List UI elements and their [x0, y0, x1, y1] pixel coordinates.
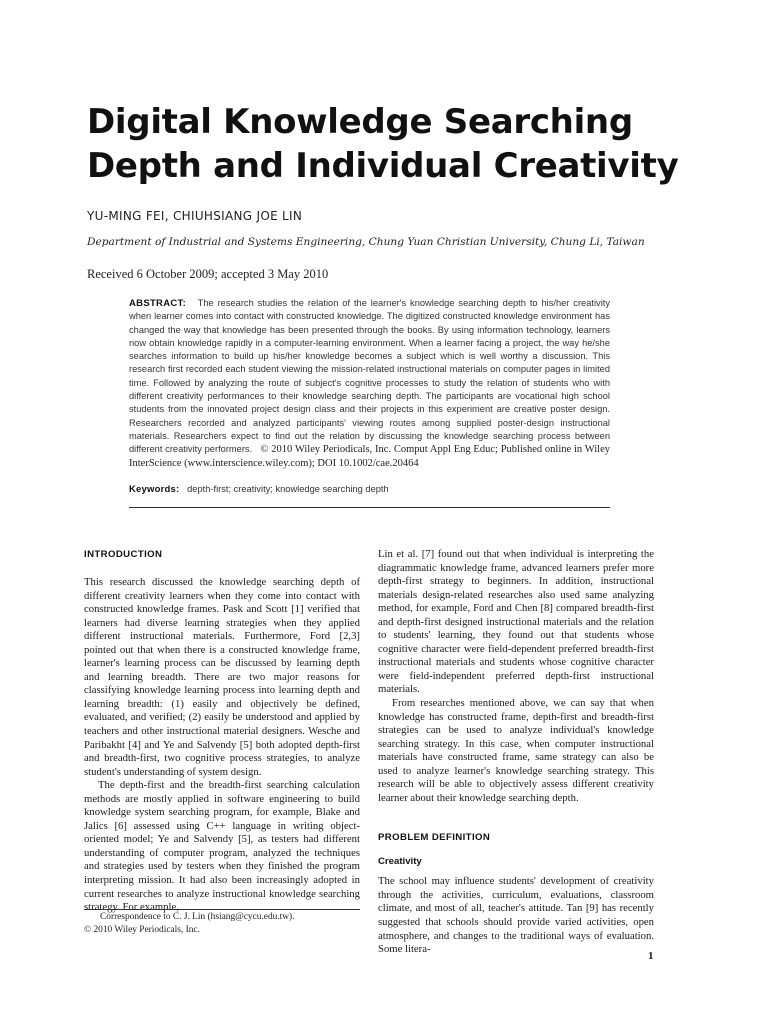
subsection-heading-creativity: Creativity [378, 856, 422, 868]
abstract-label: ABSTRACT: [129, 298, 187, 309]
affiliation: Department of Industrial and Systems Engineering, Chung Yuan Christian University, Chung Li, Taiwan [87, 236, 645, 248]
keywords [129, 484, 389, 495]
section-heading-introduction: INTRODUCTION [84, 549, 163, 560]
correspondence-note: Correspondence to C. J. Lin (hsiang@cycu.edu.tw). [100, 912, 295, 922]
article-title: Digital Knowledge Searching Depth and Individual Creativity [87, 102, 679, 186]
keywords-text: depth-first; creativity; knowledge searching depth [187, 484, 389, 494]
paragraph: From researches mentioned above, we can say that when knowledge has constructed frame, depth-first and breadth-first strategies can be used to analyze individual's knowledge searching strategy. In this case, when computer instructional materials have constructed frame, same strategy can also be used to analyze learner's knowledge searching strategy. This research will be able to objectively assess different creativity learner about their knowledge searching depth. [378, 697, 654, 804]
paragraph: Lin et al. [7] found out that when individual is interpreting the diagrammatic knowledge frame, advanced learners prefer more depth-first strategy to beginners. In addition, instructional materials design-related researches also used same analyzing method, for example, Ford and Chen [8] compared breadth-first and depth-first designed instructional materials and the relation to students' learning, they found out that students whose cognitive character were field-dependent preferred breadth-first instructional materials and students whose cognitive character were field-independent preferred depth-first instructional materials. [378, 548, 654, 696]
received-dates: Received 6 October 2009; accepted 3 May 2010 [87, 267, 329, 281]
paragraph: This research discussed the knowledge searching depth of different creativity learners when they come into contact with constructed knowledge frames. Pask and Scott [1] verified that learners had diverse learning strategies when they applied different instructional materials. Furthermore, Ford [2,3] pointed out that when there is a constructed knowledge frame, learner's learning process can be discussed by learning depth and learning breadth. There are two major reasons for classifying knowledge learning process into learning depth and learning breadth: (1) easily and objectively be defined, evaluated, and verified; (2) easily be understood and applied by teachers and other instructional material designers. Wesche and Paribakht [4] and Ye and Salvendy [5] both adopted depth-first and breadth-first, two cognitive process strategies, to analyze student's understanding of system design. [84, 576, 360, 778]
abstract-citation: © 2010 Wiley Periodicals, Inc. Comput Appl Eng Educ; Published online in Wiley InterScience (www.interscience.wiley.com); DOI 10.1002/cae.20464 [129, 444, 610, 469]
abstract [129, 297, 610, 470]
footnote [84, 911, 360, 937]
section-heading-problem-definition: PROBLEM DEFINITION [378, 832, 491, 844]
paragraph: The school may influence students' development of creativity through the activities, curriculum, evaluations, classroom climate, and most of all, teacher's attitude. Tan [9] has recently suggested that schools should provide varied activities, open atmosphere, and changes to the traditional ways of evaluation. Some litera- [378, 875, 654, 956]
abstract-text: The research studies the relation of the learner's knowledge searching depth to his/her creativity when learner comes into contact with constructed knowledge. The digitized constructed knowledge environment has changed the way that knowledge has been presented through the books. By using information technology, learners now obtain knowledge rapidly in a computer-learning environment. When a learner facing a project, the way he/she searches information to build up his/her knowledge becomes a subject which is well worthy a discussion. This research first recorded each student viewing the mission-related instructional materials on computer pages in limited time. Followed by analyzing the route of subject's cognitive processes to study the relation of students who with different creativity performances to their knowledge searching depth. The participants are vocational high school students from the innovated project design class and their projects in this experiment are creative poster design. Researchers recorded and analyzed participants' viewing routes among supplied poster-design instructional materials. Researchers expect to find out the relation by discussing the knowledge searching process between different creativity performers. [129, 298, 610, 455]
page-number: 1 [648, 950, 654, 962]
abstract-divider [129, 507, 610, 508]
paragraph: The depth-first and the breadth-first searching calculation methods are mostly applied in software engineering to build knowledge system searching program, for example, Blake and Jalics [6] assessed using C++ language in writing object-oriented model; Ye and Salvendy [5], as testers had different understanding of computer program, analyzed the techniques and strategies used by testers when they finished the program interpreting mission. It had also been increasingly adopted in current researches to analyze instructional knowledge searching strategy. For example, [84, 779, 360, 914]
keywords-label: Keywords: [129, 484, 180, 495]
authors: YU-MING FEI, CHIUHSIANG JOE LIN [87, 209, 303, 223]
footnote-divider [84, 909, 360, 910]
left-column [84, 548, 360, 915]
right-column [378, 548, 654, 957]
copyright-note: © 2010 Wiley Periodicals, Inc. [84, 925, 200, 935]
